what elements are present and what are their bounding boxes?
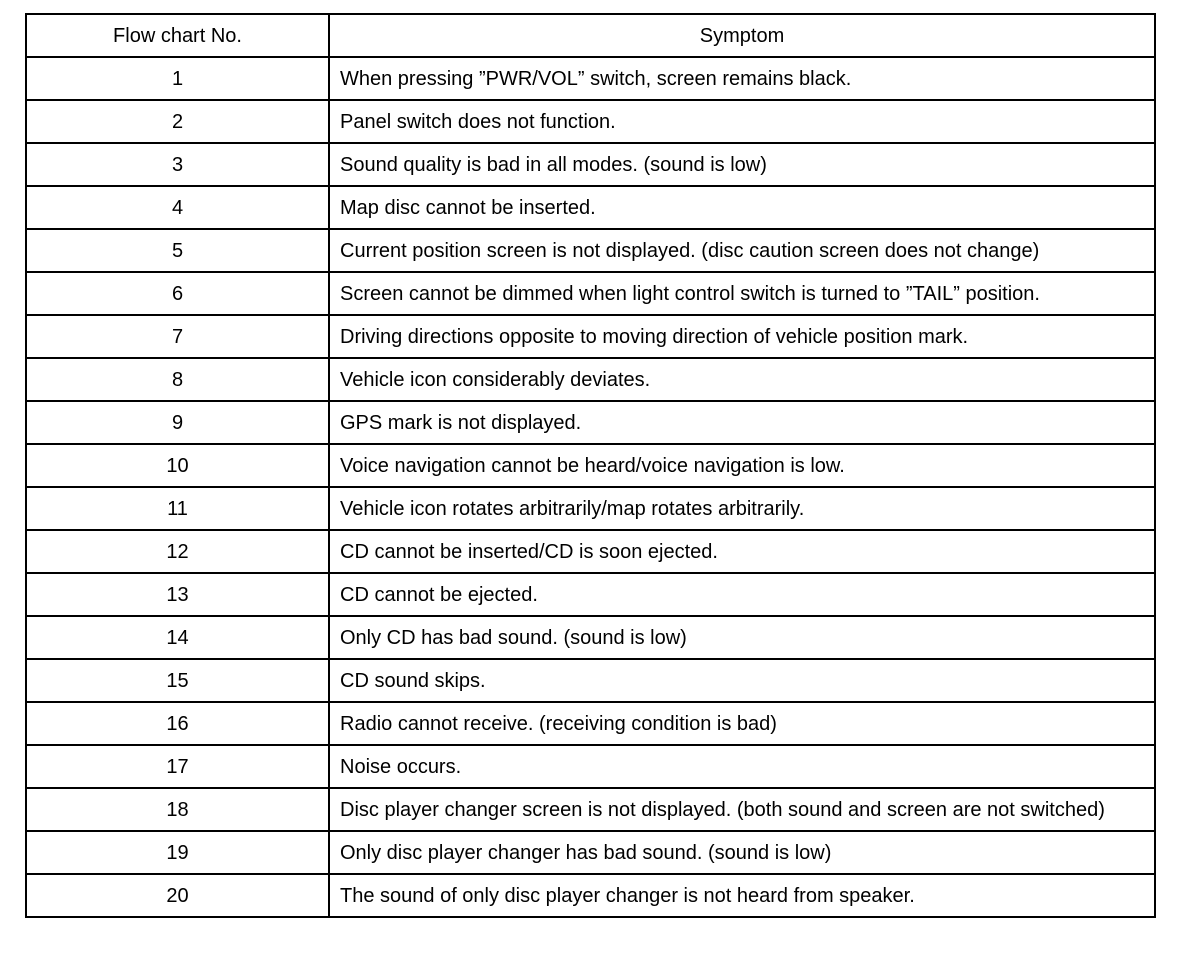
table-header: [26, 14, 1155, 57]
symptom-text: Driving directions opposite to moving direction of vehicle position mark.: [329, 315, 1155, 358]
flow-chart-number: 18: [26, 788, 329, 831]
flow-chart-number: 9: [26, 401, 329, 444]
symptom-text: Voice navigation cannot be heard/voice navigation is low.: [329, 444, 1155, 487]
table-row: [26, 229, 1155, 272]
table-row: [26, 358, 1155, 401]
table-row: [26, 57, 1155, 100]
symptom-text: Disc player changer screen is not displayed. (both sound and screen are not switched): [329, 788, 1155, 831]
symptom-text: Vehicle icon rotates arbitrarily/map rotates arbitrarily.: [329, 487, 1155, 530]
flow-chart-number: 4: [26, 186, 329, 229]
symptom-text: CD sound skips.: [329, 659, 1155, 702]
table-row: [26, 530, 1155, 573]
symptom-text: Radio cannot receive. (receiving condition is bad): [329, 702, 1155, 745]
table-row: [26, 831, 1155, 874]
table-row: [26, 315, 1155, 358]
flow-chart-number: 11: [26, 487, 329, 530]
flow-chart-number: 14: [26, 616, 329, 659]
symptom-text: Panel switch does not function.: [329, 100, 1155, 143]
flow-chart-number: 15: [26, 659, 329, 702]
column-header-flow-chart-no: Flow chart No.: [26, 14, 329, 57]
table-row: [26, 100, 1155, 143]
flow-chart-number: 20: [26, 874, 329, 917]
table-row: [26, 186, 1155, 229]
symptom-text: Only disc player changer has bad sound. (sound is low): [329, 831, 1155, 874]
symptom-text: Vehicle icon considerably deviates.: [329, 358, 1155, 401]
symptom-text: GPS mark is not displayed.: [329, 401, 1155, 444]
table-row: [26, 143, 1155, 186]
column-header-symptom: Symptom: [329, 14, 1155, 57]
table-body: [26, 57, 1155, 917]
flow-chart-number: 19: [26, 831, 329, 874]
symptom-text: When pressing ”PWR/VOL” switch, screen remains black.: [329, 57, 1155, 100]
flow-chart-number: 8: [26, 358, 329, 401]
flow-chart-number: 7: [26, 315, 329, 358]
table-row: [26, 659, 1155, 702]
flow-chart-number: 5: [26, 229, 329, 272]
flow-chart-number: 13: [26, 573, 329, 616]
table-row: [26, 745, 1155, 788]
table-row: [26, 401, 1155, 444]
flow-chart-number: 10: [26, 444, 329, 487]
symptom-text: Current position screen is not displayed. (disc caution screen does not change): [329, 229, 1155, 272]
flow-chart-number: 2: [26, 100, 329, 143]
table-header-row: [26, 14, 1155, 57]
flow-chart-number: 17: [26, 745, 329, 788]
symptom-text: CD cannot be inserted/CD is soon ejected.: [329, 530, 1155, 573]
table-row: [26, 874, 1155, 917]
table-row: [26, 573, 1155, 616]
symptom-text: Map disc cannot be inserted.: [329, 186, 1155, 229]
flow-chart-number: 16: [26, 702, 329, 745]
symptom-text: Only CD has bad sound. (sound is low): [329, 616, 1155, 659]
table-row: [26, 444, 1155, 487]
flow-chart-number: 12: [26, 530, 329, 573]
symptom-text: The sound of only disc player changer is not heard from speaker.: [329, 874, 1155, 917]
symptom-text: Sound quality is bad in all modes. (sound is low): [329, 143, 1155, 186]
symptom-text: Noise occurs.: [329, 745, 1155, 788]
flow-chart-number: 1: [26, 57, 329, 100]
flow-chart-number: 3: [26, 143, 329, 186]
table-row: [26, 788, 1155, 831]
table-row: [26, 616, 1155, 659]
table-row: [26, 702, 1155, 745]
flow-chart-number: 6: [26, 272, 329, 315]
symptom-table: [25, 13, 1156, 918]
symptom-text: CD cannot be ejected.: [329, 573, 1155, 616]
table-row: [26, 272, 1155, 315]
symptom-text: Screen cannot be dimmed when light control switch is turned to ”TAIL” position.: [329, 272, 1155, 315]
table-row: [26, 487, 1155, 530]
